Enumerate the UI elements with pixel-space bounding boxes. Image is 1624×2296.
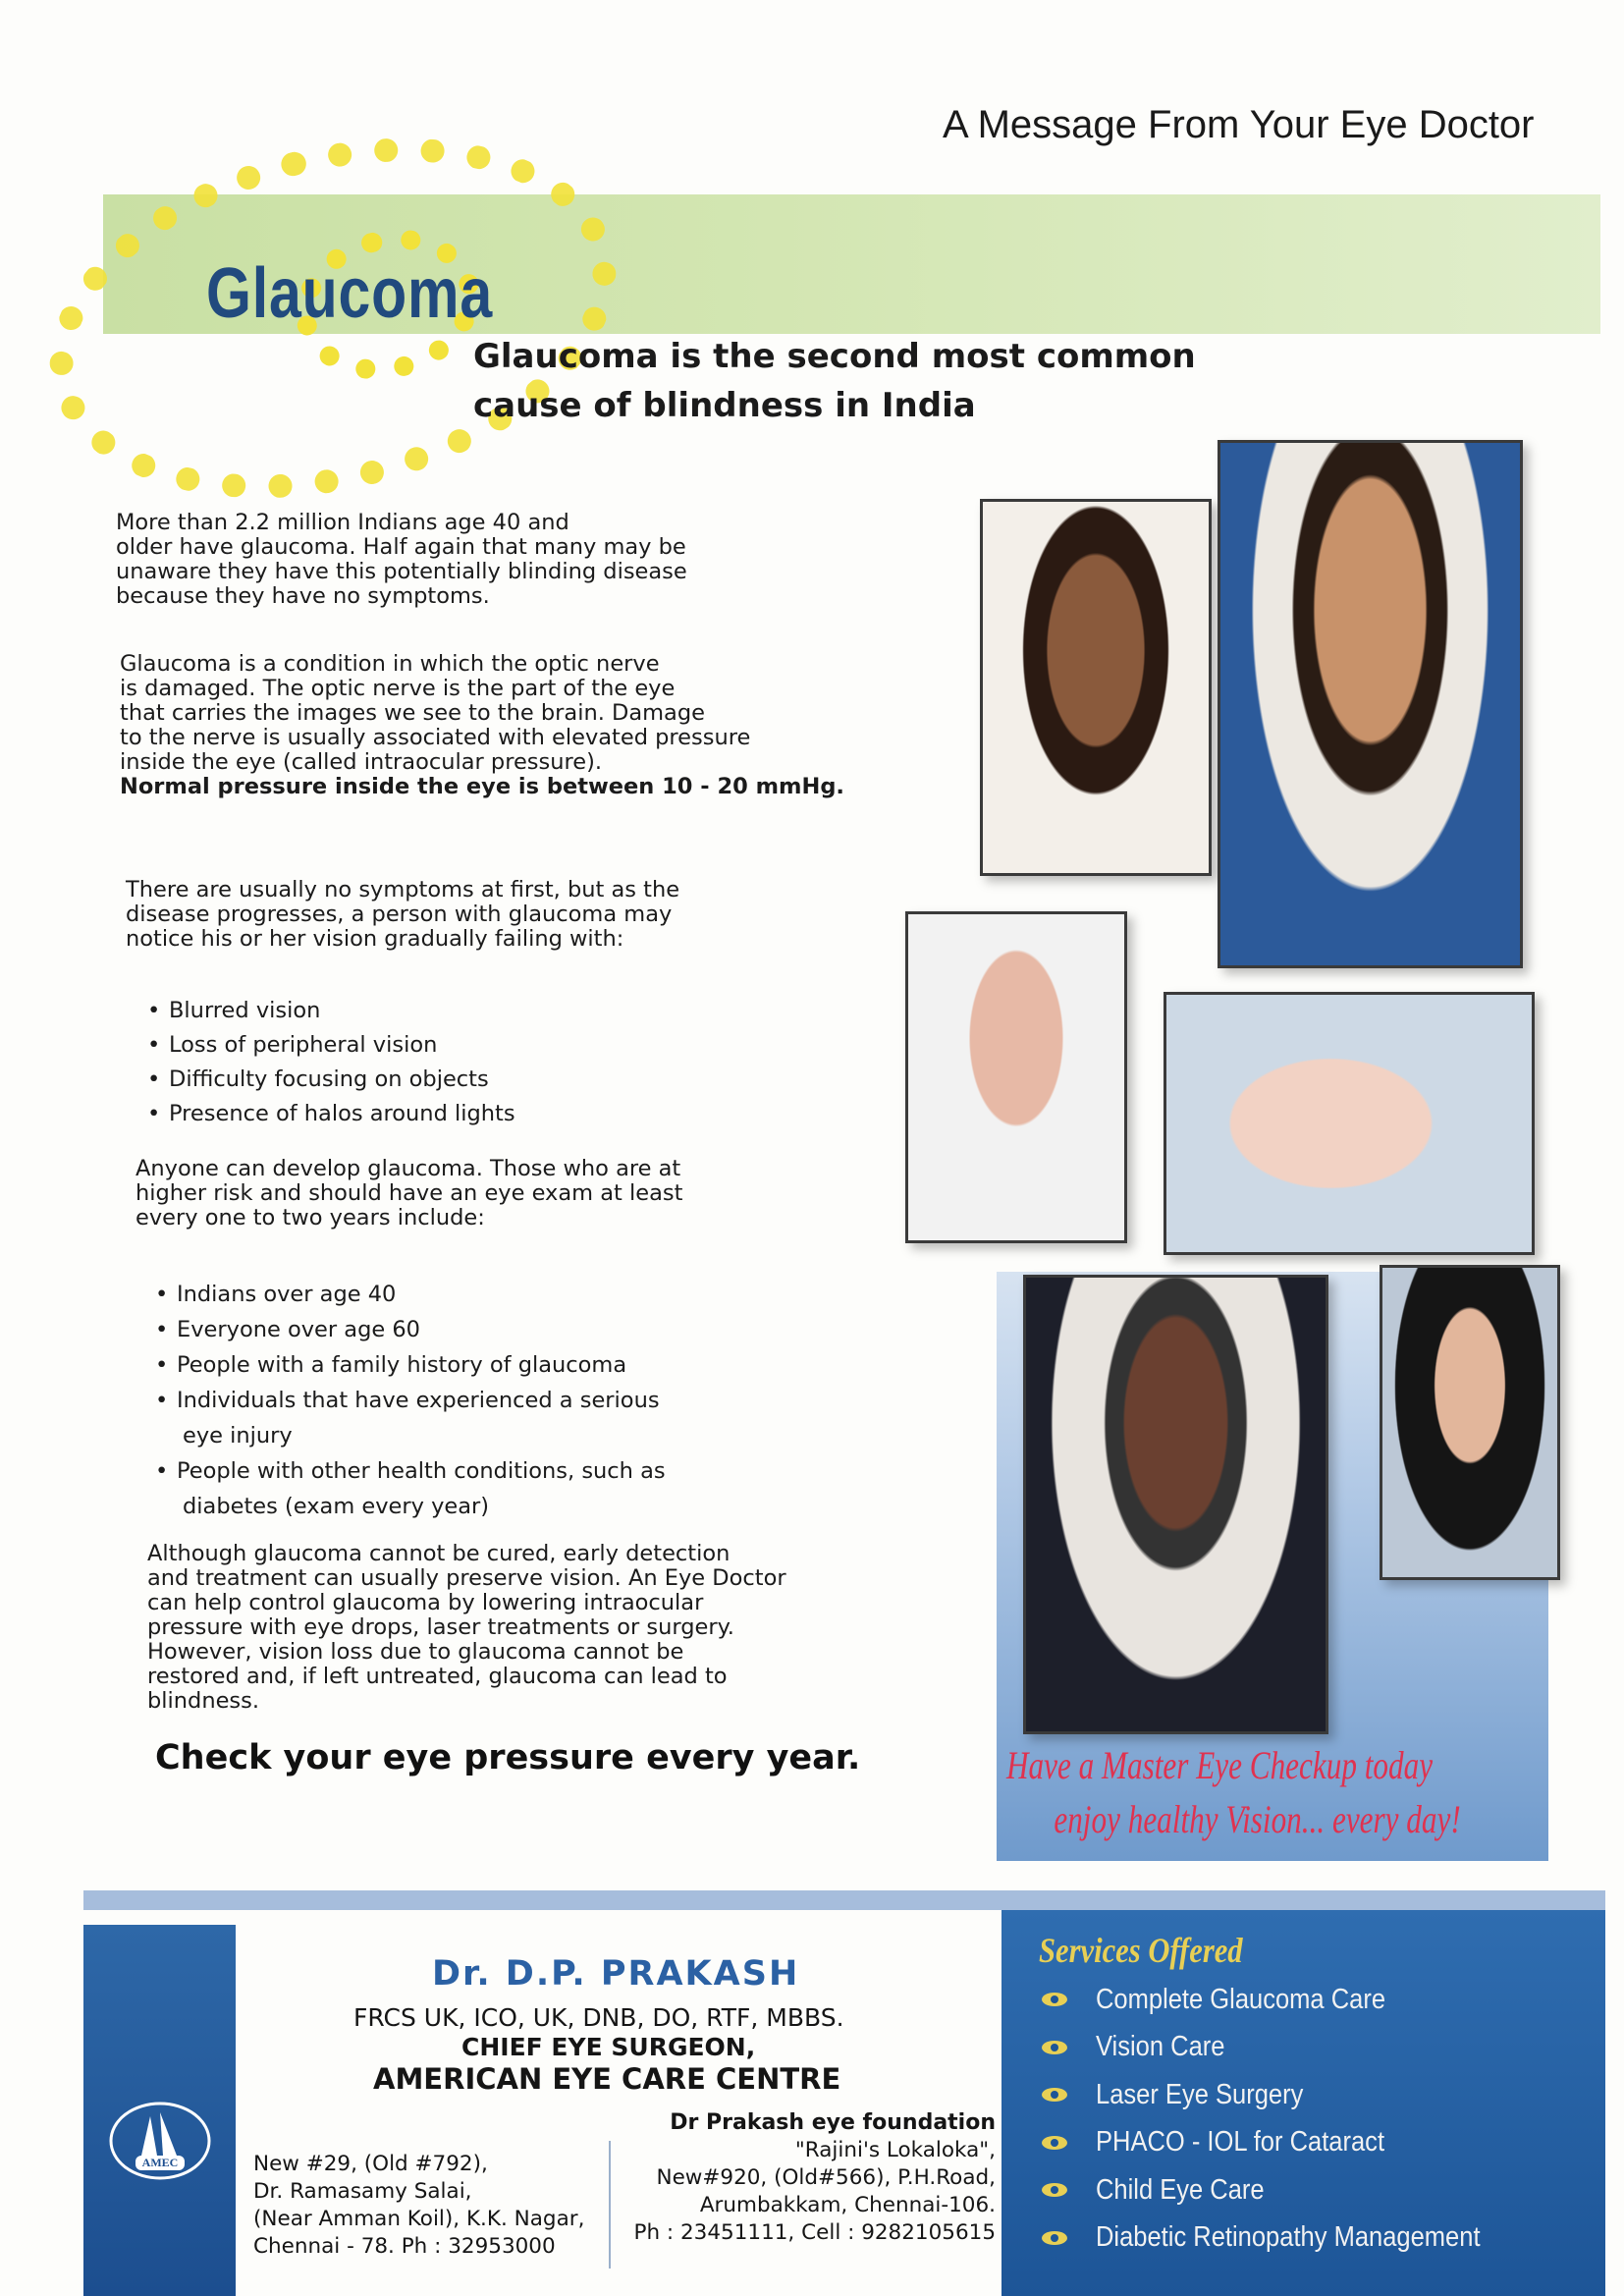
doctor-role: CHIEF EYE SURGEON, [461, 2033, 756, 2061]
service-item [1041, 2024, 1533, 2072]
photo-boy [1218, 440, 1523, 968]
address-divider [609, 2141, 611, 2269]
photo-baby [1164, 992, 1535, 1255]
text-line: restored and, if left untreated, glaucoma can lead to [147, 1664, 728, 1689]
text-line: is damaged. The optic nerve is the part of the eye [120, 676, 676, 701]
text-line: blindness. [147, 1688, 260, 1714]
address-line: Arumbakkam, Chennai-106. [699, 2193, 996, 2217]
service-item [1041, 2071, 1533, 2119]
list-item: • Difficulty focusing on objects [147, 1063, 515, 1097]
list-item: • Blurred vision [147, 994, 515, 1028]
service-label: PHACO - IOL for Cataract [1096, 2126, 1385, 2159]
service-label: Laser Eye Surgery [1096, 2078, 1304, 2110]
address-line: (Near Amman Koil), K.K. Nagar, [253, 2207, 585, 2231]
list-item: • Individuals that have experienced a serious [155, 1383, 666, 1418]
doctor-qualifications: FRCS UK, ICO, UK, DNB, DO, RTF, MBBS. [353, 2003, 844, 2032]
text-line: There are usually no symptoms at first, but as the [126, 877, 680, 902]
photo-girl [980, 499, 1212, 876]
risk-list [155, 1277, 666, 1524]
logo-text: AMEC [135, 2156, 185, 2170]
subtitle-line: Glaucoma is the second most common [473, 337, 1196, 376]
text-line: higher risk and should have an eye exam at least [135, 1180, 683, 1206]
page-title: Glaucoma [206, 254, 494, 333]
text-line: older have glaucoma. Half again that many may be [116, 534, 686, 560]
text-line: inside the eye (called intraocular pressure). [120, 749, 603, 775]
symptoms-intro [126, 878, 679, 952]
foundation-address [624, 2109, 996, 2247]
text-line: unaware they have this potentially blinding disease [116, 559, 687, 584]
text-line: can help control glaucoma by lowering intraocular [147, 1590, 704, 1615]
subtitle-line: cause of blindness in India [473, 386, 976, 425]
list-item: • People with a family history of glaucoma [155, 1347, 666, 1383]
list-item: • People with other health conditions, such as [155, 1453, 666, 1489]
address-line: Ph : 23451111, Cell : 9282105615 [633, 2220, 996, 2245]
eye-icon [1041, 2040, 1068, 2055]
service-item [1041, 2214, 1533, 2263]
closing-callout: Check your eye pressure every year. [155, 1738, 861, 1777]
text-line: and treatment can usually preserve vision. An Eye Doctor [147, 1565, 786, 1591]
list-item: • Indians over age 40 [155, 1277, 666, 1312]
treatment-paragraph [147, 1542, 786, 1714]
symptoms-list [147, 994, 515, 1131]
address-line: New#920, (Old#566), P.H.Road, [656, 2165, 996, 2190]
footer-stripe [83, 1890, 1605, 1910]
eye-icon [1041, 2230, 1068, 2246]
address-line: "Rajini's Lokaloka", [794, 2138, 996, 2162]
text-line: Anyone can develop glaucoma. Those who are at [135, 1156, 681, 1181]
service-label: Complete Glaucoma Care [1096, 1983, 1386, 2015]
services-title: Services Offered [1039, 1931, 1243, 1970]
slogan-line: enjoy healthy Vision... every day! [1054, 1797, 1461, 1841]
text-line: disease progresses, a person with glaucoma may [126, 902, 673, 927]
amec-logo-icon [106, 2087, 214, 2195]
normal-pressure-note: Normal pressure inside the eye is between 10 - 20 mmHg. [120, 774, 844, 799]
service-item [1041, 2119, 1533, 2167]
text-line: However, vision loss due to glaucoma cannot be [147, 1639, 684, 1665]
amec-logo [106, 2087, 214, 2199]
text-line: Glaucoma is a condition in which the optic nerve [120, 651, 660, 677]
text-line: to the nerve is usually associated with elevated pressure [120, 725, 751, 750]
service-label: Child Eye Care [1096, 2173, 1265, 2206]
checkup-slogan [1006, 1738, 1461, 1846]
text-line: every one to two years include: [135, 1205, 485, 1230]
doctor-name: Dr. D.P. PRAKASH [432, 1954, 800, 1994]
page-subtitle [473, 332, 1196, 430]
list-item-continuation: diabetes (exam every year) [183, 1494, 490, 1519]
eye-icon [1041, 2087, 1068, 2103]
service-item [1041, 2166, 1533, 2214]
clinic-name: AMERICAN EYE CARE CENTRE [373, 2062, 841, 2096]
header-message: A Message From Your Eye Doctor [943, 103, 1535, 146]
clinic-address [253, 2151, 584, 2261]
text-line: notice his or her vision gradually failing with: [126, 926, 624, 952]
list-item: • Loss of peripheral vision [147, 1028, 515, 1063]
photo-young-woman [1380, 1265, 1560, 1580]
list-item: • Presence of halos around lights [147, 1097, 515, 1131]
list-item-continuation: eye injury [183, 1423, 293, 1449]
eye-icon [1041, 2135, 1068, 2151]
service-label: Vision Care [1096, 2031, 1225, 2063]
text-line: pressure with eye drops, laser treatments or surgery. [147, 1614, 734, 1640]
list-item: • Everyone over age 60 [155, 1312, 666, 1347]
text-line: Although glaucoma cannot be cured, early detection [147, 1541, 731, 1566]
intro-paragraph [116, 511, 687, 609]
condition-paragraph [120, 652, 844, 799]
services-list [1041, 1976, 1533, 2262]
address-line: Chennai - 78. Ph : 32953000 [253, 2234, 556, 2259]
eye-icon [1041, 2182, 1068, 2198]
photo-elderly-man [905, 911, 1127, 1243]
service-label: Diabetic Retinopathy Management [1096, 2221, 1481, 2254]
service-item [1041, 1976, 1533, 2024]
slogan-line: Have a Master Eye Checkup today [1006, 1743, 1434, 1787]
text-line: More than 2.2 million Indians age 40 and [116, 510, 569, 535]
foundation-name: Dr Prakash eye foundation [670, 2110, 996, 2135]
eye-icon [1041, 1992, 1068, 2007]
text-line: because they have no symptoms. [116, 583, 490, 609]
risk-intro [135, 1157, 682, 1230]
address-line: Dr. Ramasamy Salai, [253, 2179, 472, 2204]
photo-woman-elder [1023, 1275, 1328, 1734]
address-line: New #29, (Old #792), [253, 2152, 488, 2176]
text-line: that carries the images we see to the brain. Damage [120, 700, 705, 726]
